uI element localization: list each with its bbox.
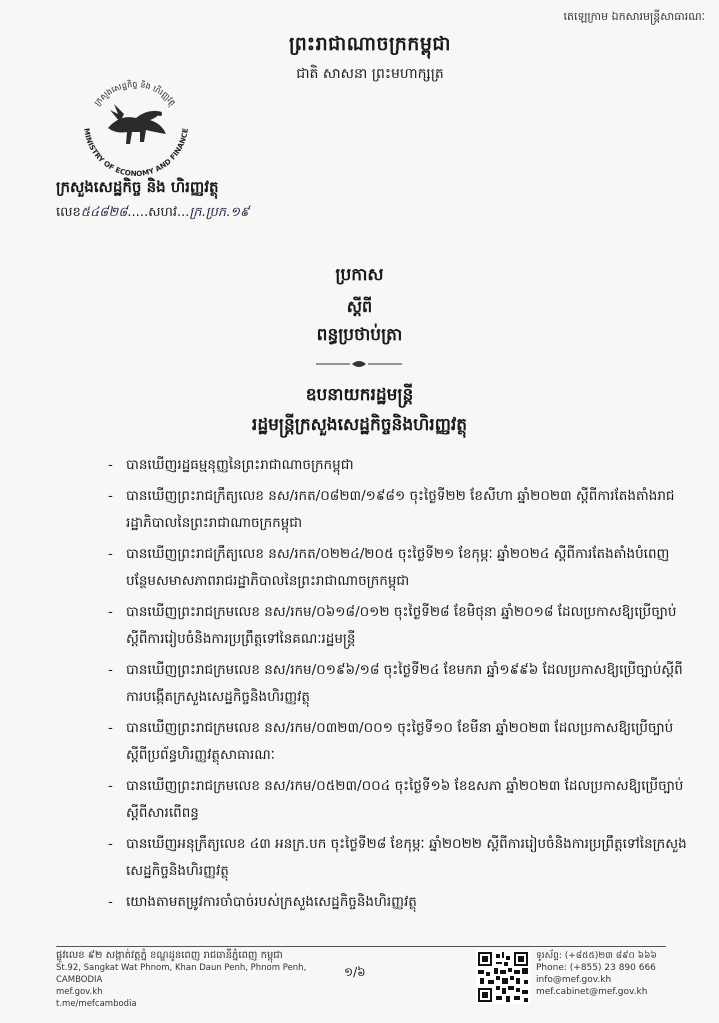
document-about: ស្តីពី xyxy=(346,297,373,316)
footer-contact xyxy=(536,950,706,998)
corner-note: តេឡេក្រាម ឯកសារមន្ត្រីសាធារណៈ xyxy=(563,10,705,23)
issuer-title-1: ឧបនាយករដ្ឋមន្ត្រី xyxy=(305,385,414,405)
email-cabinet-link[interactable]: mef.cabinet@mef.gov.kh xyxy=(536,987,648,997)
kingdom-header xyxy=(240,32,500,85)
clause-item: - បានឃើញព្រះរាជក្រមលេខ នស/រកម/០៣២៣/០០១ ចុះថ្ងៃទី១០ ខែមីនា ឆ្នាំ២០២៣ ដែលប្រកាសឱ្យប្រើច្បាប់ស្តីពីប្រព័ន្ធហិរញ្ញវត្ថុសាធារណៈ xyxy=(108,715,688,769)
ref-org: .....សហវ xyxy=(127,205,177,220)
address-en: St.92, Sangkat Wat Phnom, Khan Daun Penh, Phnom Penh, CAMBODIA xyxy=(56,963,307,985)
ref-prefix: លេខ xyxy=(56,205,81,220)
footer-divider xyxy=(56,946,666,947)
document-type: ប្រកាស xyxy=(335,265,384,285)
issuer-title-2: រដ្ឋមន្ត្រីក្រសួងសេដ្ឋកិច្ចនិងហិរញ្ញវត្ថុ xyxy=(251,415,468,435)
qr-code-icon xyxy=(476,950,530,1004)
kingdom-name: ព្រះរាជាណាចក្រកម្ពុជា xyxy=(289,33,451,55)
svg-text:MINISTRY OF ECONOMY AND FINANC xyxy=(82,127,190,178)
email-info-link[interactable]: info@mef.gov.kh xyxy=(536,975,612,985)
ref-number: ៥៤៨២៨ xyxy=(80,205,128,220)
ministry-seal-icon xyxy=(70,62,200,182)
ministry-name: ក្រសួងសេដ្ឋកិច្ច និង ហិរញ្ញវត្ថុ xyxy=(56,178,219,196)
clause-item: - បានឃើញព្រះរាជក្រមលេខ នស/រកម/០៦១៨/០១២ ចុះថ្ងៃទី២៨ ខែមិថុនា ឆ្នាំ២០១៨ ដែលប្រកាសឱ្យប្រើច្បាប់ស្តីពីការរៀបចំនិងការប្រព្រឹត្តទៅនៃគណៈរដ្ឋមន្ត្រី xyxy=(108,599,688,653)
clause-item: - បានឃើញព្រះរាជក្រឹត្យលេខ នស/រកត/០៨២៣/១៩៨១ ចុះថ្ងៃទី២២ ខែសីហា ឆ្នាំ២០២៣ ស្តីពីការតែងតាំងរាជរដ្ឋាភិបាលនៃព្រះរាជាណាចក្រកម្ពុជា xyxy=(108,483,688,537)
svg-text:ក្រសួងសេដ្ឋកិច្ច និង ហិរញ្ញវត្ xyxy=(93,79,178,109)
footer-address xyxy=(56,950,346,1010)
seal-text-bottom: MINISTRY OF ECONOMY AND FINANCE xyxy=(82,127,190,179)
divider-ornament-icon xyxy=(314,358,404,370)
website-link[interactable]: mef.gov.kh xyxy=(56,987,103,997)
clause-item: - បានឃើញរដ្ឋធម្មនុញ្ញនៃព្រះរាជាណាចក្រកម្ពុជា xyxy=(108,452,688,479)
document-subject: ពន្ធប្រថាប់ត្រា xyxy=(316,325,403,345)
clause-item: - បានឃើញព្រះរាជក្រឹត្យលេខ នស/រកត/០២២៤/២០៥ ចុះថ្ងៃទី២១ ខែកុម្ភៈ ឆ្នាំ២០២៤ ស្តីពីការតែងតាំងបំពេញបន្ថែមសមាសភាពរាជរដ្ឋាភិបាលនៃព្រះរាជាណាចក្រកម្ពុជា xyxy=(108,541,688,595)
phone-en: Phone: (+855) 23 890 666 xyxy=(536,963,656,973)
telegram-link[interactable]: t.me/mefcambodia xyxy=(56,999,137,1009)
ref-date: ...ក្រ.ប្រក.១៩ xyxy=(176,205,250,220)
kingdom-motto: ជាតិ សាសនា ព្រះមហាក្សត្រ xyxy=(296,66,444,82)
clause-item: - បានឃើញព្រះរាជក្រមលេខ នស/រកម/០១៩៦/១៨ ចុះថ្ងៃទី២៤ ខែមករា ឆ្នាំ១៩៩៦ ដែលប្រកាសឱ្យប្រើច្បាប់ស្តីពីការបង្កើតក្រសួងសេដ្ឋកិច្ចនិងហិរញ្ញវត្ថុ xyxy=(108,657,688,711)
preamble-clauses xyxy=(108,452,688,920)
reference-number xyxy=(56,204,249,223)
clause-item: - យោងតាមតម្រូវការចាំបាច់របស់ក្រសួងសេដ្ឋកិច្ចនិងហិរញ្ញវត្ថុ xyxy=(108,889,688,916)
clause-item: - បានឃើញអនុក្រឹត្យលេខ ៤៣ អនក្រ.បក ចុះថ្ងៃទី២៨ ខែកុម្ភៈ ឆ្នាំ២០២២ ស្តីពីការរៀបចំនិងការប្រព្រឹត្តទៅនៃក្រសួងសេដ្ឋកិច្ចនិងហិរញ្ញវត្ថុ xyxy=(108,831,688,885)
phone-kh: ទូរស័ព្ទ: (+៨៥៥)២៣ ៨៩០ ៦៦៦ xyxy=(536,951,657,961)
page-number: ១/៦ xyxy=(344,965,366,979)
seal-text-top: ក្រសួងសេដ្ឋកិច្ច និង ហិរញ្ញវត្ថុ xyxy=(92,79,178,108)
clause-item: - បានឃើញព្រះរាជក្រមលេខ នស/រកម/០៥២៣/០០៤ ចុះថ្ងៃទី១៦ ខែឧសភា ឆ្នាំ២០២៣ ដែលប្រកាសឱ្យប្រើច្បាប់ស្តីពីសារពើពន្ធ xyxy=(108,773,688,827)
address-kh: ផ្លូវលេខ ៩២ សង្កាត់វត្តភ្នំ ខណ្ឌដូនពេញ រាជធានីភ្នំពេញ កម្ពុជា xyxy=(56,950,283,961)
